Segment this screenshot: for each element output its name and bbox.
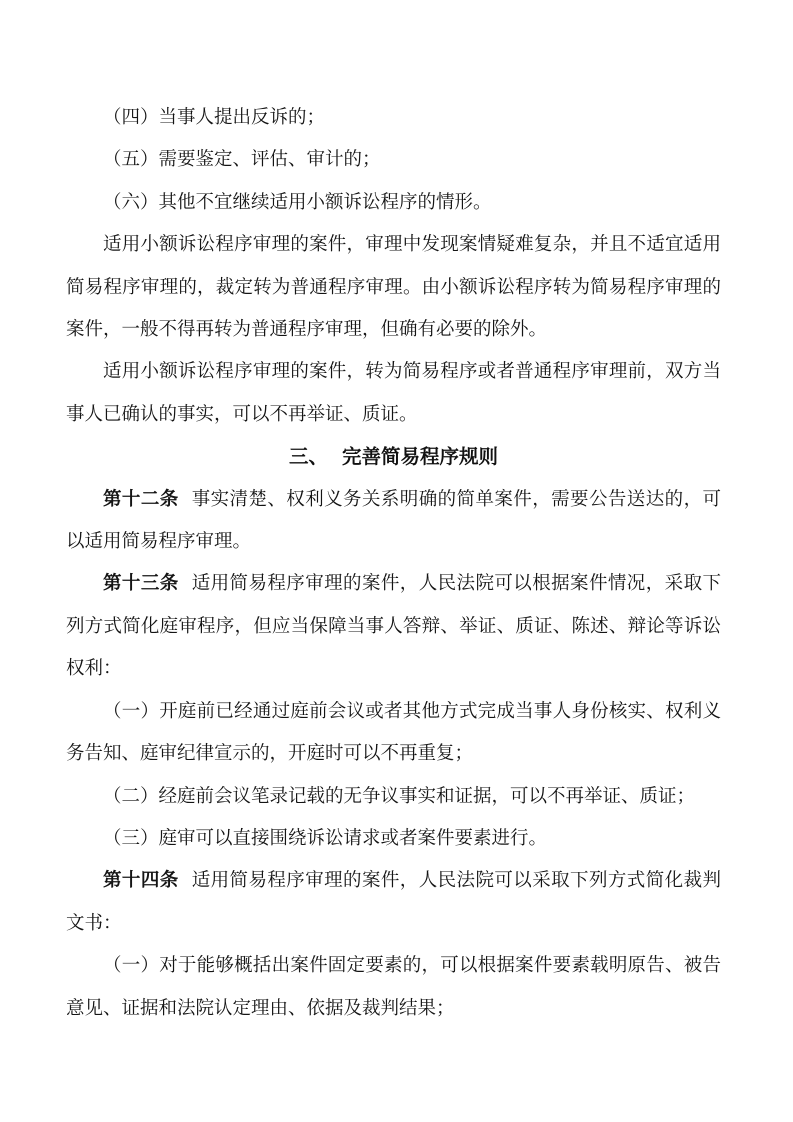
text-run: 务告知、庭审纪律宣示的，开庭时可以不再重复； — [66, 744, 474, 765]
text-run: 案件，一般不得再转为普通程序审理，但确有必要的除外。 — [66, 320, 548, 341]
text-line — [66, 945, 721, 987]
text-run: （二）经庭前会议笔录记载的无争议事实和证据，可以不再举证、质证； — [103, 786, 696, 807]
paragraph — [66, 139, 721, 181]
text-line — [66, 988, 721, 1030]
text-line — [66, 733, 721, 775]
text-run: （六）其他不宜继续适用小额诉讼程序的情形。 — [103, 192, 492, 213]
section-title: 完善简易程序规则 — [342, 445, 499, 469]
text-run: 事人已确认的事实，可以不再举证、质证。 — [66, 404, 418, 425]
text-line — [66, 818, 721, 860]
text-run: （三）庭审可以直接围绕诉讼请求或者案件要素进行。 — [103, 828, 548, 849]
paragraph — [66, 860, 721, 945]
text-line — [66, 351, 721, 393]
text-line — [66, 139, 721, 181]
text-line — [66, 860, 721, 902]
text-line — [66, 182, 721, 224]
text-line — [66, 563, 721, 605]
paragraph — [66, 479, 721, 564]
text-line — [66, 224, 721, 266]
text-line — [66, 97, 721, 139]
paragraph — [66, 224, 721, 351]
text-run: 事实清楚、权利义务关系明确的简单案件，需要公告送达的，可 — [191, 489, 721, 510]
article-number: 第十二条 — [103, 488, 179, 510]
text-run: 适用简易程序审理的案件，人民法院可以采取下列方式简化裁判 — [191, 871, 721, 892]
text-line — [66, 691, 721, 733]
paragraph — [66, 776, 721, 818]
text-run: 适用小额诉讼程序审理的案件，审理中发现案情疑难复杂，并且不适宜适用 — [103, 235, 721, 256]
text-run: 列方式简化庭审程序，但应当保障当事人答辩、举证、质证、陈述、辩论等诉讼 — [66, 616, 721, 637]
section-heading — [66, 436, 721, 478]
paragraph — [66, 945, 721, 1030]
text-line — [66, 648, 721, 690]
text-run: 以适用简易程序审理。 — [66, 532, 252, 553]
article-number: 第十四条 — [103, 870, 179, 892]
paragraph — [66, 818, 721, 860]
paragraph — [66, 691, 721, 776]
text-run: （四）当事人提出反诉的； — [103, 108, 326, 128]
article-number: 第十三条 — [103, 573, 179, 595]
paragraph — [66, 351, 721, 436]
text-run: 意见、证据和法院认定理由、依据及裁判结果； — [66, 998, 455, 1019]
text-run: 权利： — [66, 659, 122, 680]
text-line — [66, 521, 721, 563]
text-line — [66, 479, 721, 521]
paragraph — [66, 182, 721, 224]
text-line — [66, 267, 721, 309]
text-line — [66, 606, 721, 648]
text-run: 适用简易程序审理的案件，人民法院可以根据案件情况，采取下 — [191, 574, 721, 595]
text-run: （一）开庭前已经通过庭前会议或者其他方式完成当事人身份核实、权利义 — [103, 701, 721, 722]
paragraph — [66, 563, 721, 690]
text-run: 文书： — [66, 913, 122, 934]
text-line — [66, 309, 721, 351]
paragraph — [66, 97, 721, 139]
text-run: 适用小额诉讼程序审理的案件，转为简易程序或者普通程序审理前，双方当 — [103, 362, 721, 383]
text-line — [66, 776, 721, 818]
text-run: （一）对于能够概括出案件固定要素的，可以根据案件要素载明原告、被告 — [103, 956, 721, 977]
text-line — [66, 903, 721, 945]
text-line — [66, 394, 721, 436]
text-run: 简易程序审理的，裁定转为普通程序审理。由小额诉讼程序转为简易程序审理的 — [66, 277, 721, 298]
section-number: 三、 — [288, 445, 328, 469]
text-run: （五）需要鉴定、评估、审计的； — [103, 150, 381, 171]
